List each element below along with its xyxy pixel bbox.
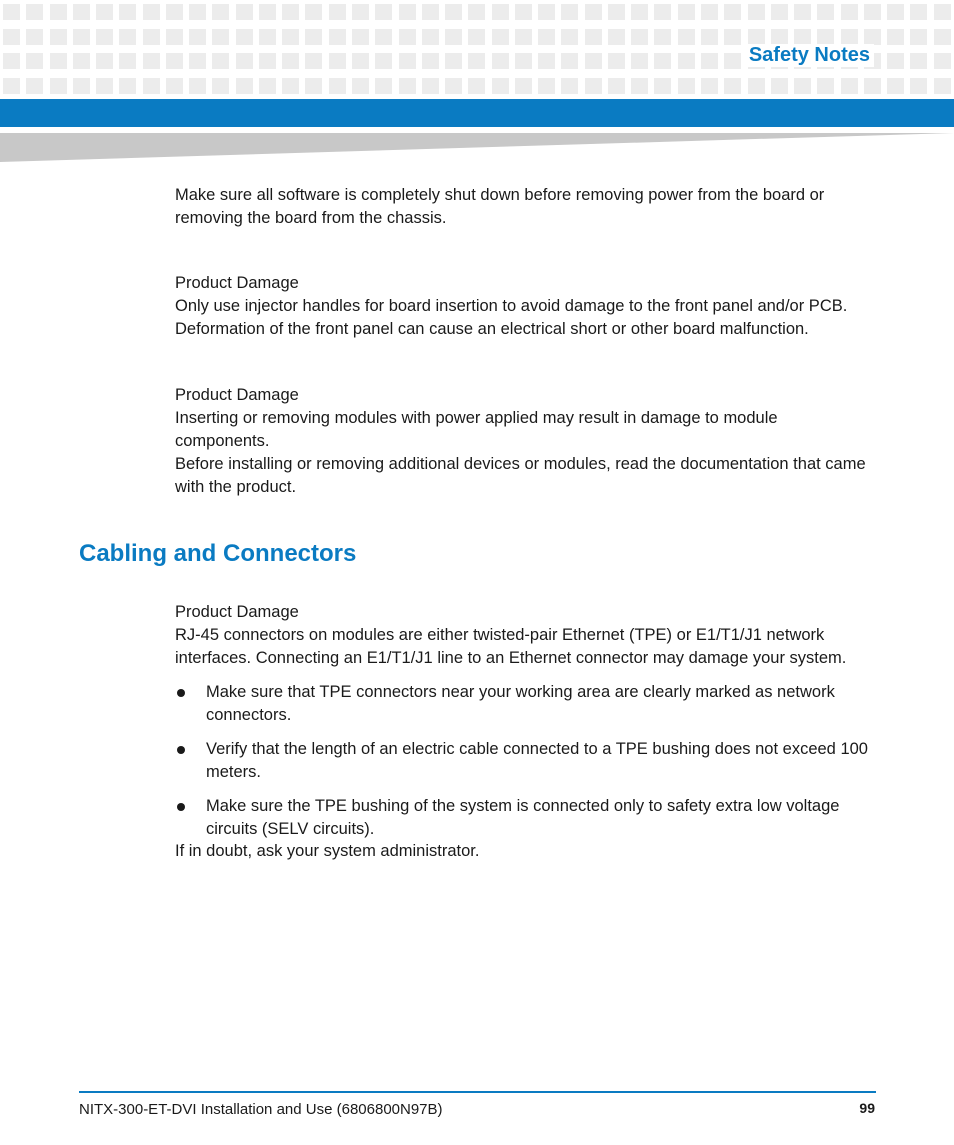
header-pattern-tile <box>748 4 765 20</box>
header-pattern-tile <box>305 4 322 20</box>
running-header-title: Safety Notes <box>745 44 874 67</box>
header-pattern-tile <box>399 78 416 94</box>
list-item <box>175 738 875 784</box>
header-pattern-tile <box>654 53 671 69</box>
header-pattern-tile <box>841 78 858 94</box>
header-pattern-tile <box>282 78 299 94</box>
header-pattern-tile <box>910 4 927 20</box>
closing-text: If in doubt, ask your system administrator. <box>175 842 480 860</box>
notice-product-damage-2 <box>175 384 875 499</box>
header-pattern-tile <box>934 53 951 69</box>
header-pattern-tile <box>817 4 834 20</box>
header-pattern-tile <box>352 53 369 69</box>
header-pattern-tile <box>166 4 183 20</box>
header-pattern-tile <box>724 4 741 20</box>
header-pattern-tile <box>375 4 392 20</box>
header-pattern-tile <box>910 78 927 94</box>
header-pattern-tile <box>492 4 509 20</box>
header-pattern-tile <box>50 29 67 45</box>
header-pattern-tile <box>96 29 113 45</box>
header-pattern-tile <box>3 78 20 94</box>
header-pattern-tile <box>352 78 369 94</box>
header-pattern-tile <box>468 78 485 94</box>
notice-text: Only use injector handles for board insertion to avoid damage to the front panel and/or PCB. Deformation of the front panel can cause an electrical short or other board malfunction. <box>175 297 848 338</box>
header-pattern-tile <box>701 53 718 69</box>
header-pattern-tile <box>352 4 369 20</box>
header-pattern-tile <box>538 53 555 69</box>
header-pattern-tile <box>724 78 741 94</box>
header-pattern-tile <box>538 29 555 45</box>
notice-label: Product Damage <box>175 386 299 404</box>
header-pattern-tile <box>282 4 299 20</box>
header-pattern-tile <box>887 78 904 94</box>
list-item-text: Make sure that TPE connectors near your working area are clearly marked as network connectors. <box>206 683 835 724</box>
header-pattern-tile <box>631 4 648 20</box>
header-pattern-tile <box>468 29 485 45</box>
header-pattern-tile <box>468 4 485 20</box>
header-pattern-tile <box>166 78 183 94</box>
header-pattern-tile <box>3 29 20 45</box>
notice-text: Before installing or removing additional devices or modules, read the documentation that came with the product. <box>175 455 866 496</box>
header-pattern-tile <box>934 4 951 20</box>
header-pattern-tile <box>212 78 229 94</box>
header-pattern-tile <box>934 78 951 94</box>
header-pattern-tile <box>445 78 462 94</box>
header-pattern-tile <box>492 78 509 94</box>
header-pattern-tile <box>701 78 718 94</box>
header-pattern-tile <box>445 29 462 45</box>
header-pattern-tile <box>910 29 927 45</box>
header-pattern-tile <box>212 29 229 45</box>
header-pattern-tile <box>73 53 90 69</box>
notice-label: Product Damage <box>175 274 299 292</box>
header-pattern-tile <box>236 78 253 94</box>
header-pattern-tile <box>399 53 416 69</box>
intro-text: Make sure all software is completely shut down before removing power from the board or removing the board from the chassis. <box>175 186 825 227</box>
list-item <box>175 681 875 727</box>
header-pattern-tile <box>724 29 741 45</box>
header-pattern-tile <box>585 53 602 69</box>
header-pattern-tile <box>422 78 439 94</box>
header-grey-wedge <box>0 130 954 164</box>
header-pattern-tile <box>771 78 788 94</box>
bullet-icon <box>177 689 185 697</box>
header-pattern-tile <box>585 29 602 45</box>
header-pattern-tile <box>585 4 602 20</box>
header-pattern-tile <box>26 4 43 20</box>
header-pattern-tile <box>50 78 67 94</box>
header-pattern-tile <box>561 78 578 94</box>
header-pattern-tile <box>654 4 671 20</box>
closing-paragraph <box>175 840 875 863</box>
header-pattern-tile <box>608 4 625 20</box>
header-pattern-tile <box>887 29 904 45</box>
header-pattern-tile <box>910 53 927 69</box>
bullet-icon <box>177 746 185 754</box>
header-pattern-tile <box>864 4 881 20</box>
header-pattern-tile <box>73 4 90 20</box>
list-item <box>175 795 875 841</box>
header-pattern-tile <box>26 78 43 94</box>
header-pattern-tile <box>375 78 392 94</box>
header-pattern-tile <box>841 4 858 20</box>
header-pattern-tile <box>794 4 811 20</box>
header-pattern-tile <box>724 53 741 69</box>
header-pattern-tile <box>701 29 718 45</box>
header-pattern-tile <box>212 53 229 69</box>
header-pattern-tile <box>282 53 299 69</box>
header-pattern-tile <box>422 53 439 69</box>
header-pattern-tile <box>422 4 439 20</box>
header-pattern-tile <box>608 29 625 45</box>
header-pattern-tile <box>631 78 648 94</box>
notice-product-damage-1 <box>175 272 875 341</box>
header-pattern-tile <box>119 4 136 20</box>
header-pattern-tile <box>492 29 509 45</box>
header-pattern-tile <box>468 53 485 69</box>
header-pattern-tile <box>492 53 509 69</box>
header-pattern-tile <box>654 78 671 94</box>
header-pattern-tile <box>561 29 578 45</box>
header-pattern-tile <box>678 53 695 69</box>
header-pattern-tile <box>794 78 811 94</box>
notice-text: RJ-45 connectors on modules are either twisted-pair Ethernet (TPE) or E1/T1/J1 network interfaces. Connecting an E1/T1/J1 line to an Ethernet connector may damage your system. <box>175 626 847 667</box>
header-pattern-tile <box>50 53 67 69</box>
header-pattern-tile <box>771 4 788 20</box>
header-pattern-tile <box>515 4 532 20</box>
header-pattern-tile <box>329 29 346 45</box>
header-pattern-tile <box>50 4 67 20</box>
header-pattern-tile <box>73 78 90 94</box>
header-pattern-tile <box>329 4 346 20</box>
header-pattern-tile <box>817 78 834 94</box>
header-pattern-tile <box>236 4 253 20</box>
header-pattern-tile <box>934 29 951 45</box>
header-pattern-tile <box>189 53 206 69</box>
intro-paragraph <box>175 184 875 230</box>
header-pattern-tile <box>515 78 532 94</box>
page-number: 99 <box>859 1100 875 1116</box>
list-item-text: Verify that the length of an electric cable connected to a TPE bushing does not exceed 100 meters. <box>206 740 868 781</box>
section-heading: Cabling and Connectors <box>79 540 357 567</box>
header-pattern-tile <box>701 4 718 20</box>
header-pattern-tile <box>375 53 392 69</box>
footer-rule <box>79 1091 876 1093</box>
bullet-icon <box>177 803 185 811</box>
header-pattern-tile <box>748 78 765 94</box>
header-pattern-tile <box>445 4 462 20</box>
header-pattern-tile <box>212 4 229 20</box>
header-pattern-tile <box>748 29 765 45</box>
header-pattern-tile <box>259 4 276 20</box>
notice-product-damage-3 <box>175 601 875 670</box>
header-pattern-tile <box>166 53 183 69</box>
header-pattern-tile <box>538 78 555 94</box>
header-pattern-tile <box>794 29 811 45</box>
header-pattern-tile <box>399 29 416 45</box>
header-pattern-tile <box>654 29 671 45</box>
header-pattern-tile <box>259 29 276 45</box>
header-pattern-tile <box>282 29 299 45</box>
header-pattern-tile <box>96 53 113 69</box>
header-pattern-tile <box>375 29 392 45</box>
header-pattern-tile <box>3 53 20 69</box>
header-pattern-tile <box>96 4 113 20</box>
header-pattern-tile <box>305 29 322 45</box>
header-pattern-tile <box>864 29 881 45</box>
notice-text: Inserting or removing modules with power applied may result in damage to module components. <box>175 409 778 450</box>
header-pattern-tile <box>538 4 555 20</box>
header-pattern-tile <box>399 4 416 20</box>
header-pattern-tile <box>143 29 160 45</box>
header-pattern-tile <box>143 53 160 69</box>
header-pattern-tile <box>259 53 276 69</box>
header-pattern-tile <box>143 78 160 94</box>
bullet-list <box>175 681 875 841</box>
header-pattern-tile <box>96 78 113 94</box>
header-pattern-tile <box>561 53 578 69</box>
header-blue-bar <box>0 99 954 127</box>
header-pattern-tile <box>352 29 369 45</box>
header-pattern-tile <box>236 53 253 69</box>
header-pattern-tile <box>189 78 206 94</box>
list-item-text: Make sure the TPE bushing of the system is connected only to safety extra low voltage circuits (SELV circuits). <box>206 797 840 838</box>
header-pattern-tile <box>26 53 43 69</box>
header-pattern-tile <box>305 78 322 94</box>
header-pattern-tile <box>841 29 858 45</box>
header-pattern-tile <box>678 78 695 94</box>
header-pattern-tile <box>329 78 346 94</box>
header-pattern-tile <box>143 4 160 20</box>
header-pattern-tile <box>678 4 695 20</box>
header-pattern-tile <box>305 53 322 69</box>
header-pattern-tile <box>515 29 532 45</box>
header-pattern-tile <box>631 53 648 69</box>
header-pattern-tile <box>887 4 904 20</box>
header-pattern-tile <box>608 78 625 94</box>
header-pattern-tile <box>608 53 625 69</box>
header-pattern-tile <box>678 29 695 45</box>
footer-document-title: NITX-300-ET-DVI Installation and Use (6806800N97B) <box>79 1101 443 1118</box>
header-pattern-tile <box>119 29 136 45</box>
header-pattern-tile <box>73 29 90 45</box>
header-pattern-tile <box>585 78 602 94</box>
header-pattern-tile <box>119 78 136 94</box>
header-pattern-tile <box>515 53 532 69</box>
header-pattern-tile <box>631 29 648 45</box>
header-pattern-tile <box>189 29 206 45</box>
header-pattern-tile <box>166 29 183 45</box>
header-pattern-tile <box>259 78 276 94</box>
header-pattern-tile <box>561 4 578 20</box>
header-pattern-tile <box>3 4 20 20</box>
header-pattern-tile <box>119 53 136 69</box>
header-pattern-tile <box>887 53 904 69</box>
header-pattern-tile <box>771 29 788 45</box>
header-pattern-tile <box>864 78 881 94</box>
header-pattern-tile <box>422 29 439 45</box>
header-pattern-tile <box>26 29 43 45</box>
header-pattern-tile <box>329 53 346 69</box>
header-pattern-tile <box>817 29 834 45</box>
header-pattern-tile <box>236 29 253 45</box>
notice-label: Product Damage <box>175 603 299 621</box>
header-pattern-tile <box>445 53 462 69</box>
header-pattern-tile <box>189 4 206 20</box>
